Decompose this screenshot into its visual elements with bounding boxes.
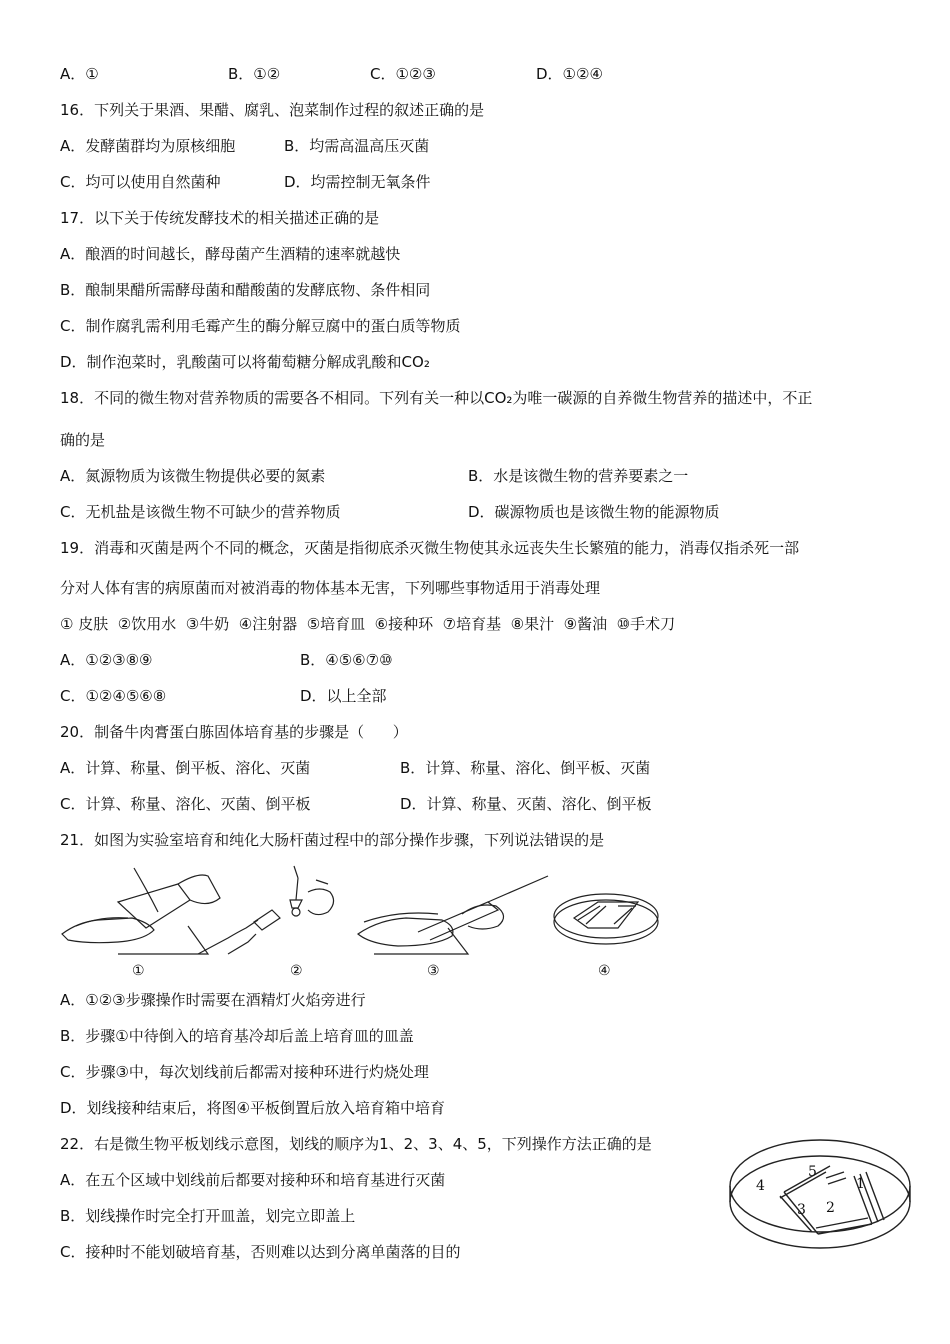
q17-option-b: B．酿制果醋所需酵母菌和醋酸菌的发酵底物、条件相同 bbox=[60, 281, 431, 299]
zone-label-4: 4 bbox=[756, 1178, 765, 1194]
q19-stem-line1: 19．消毒和灭菌是两个不同的概念，灭菌是指彻底杀灭微生物使其永远丧失生长繁殖的能力，消毒仅指杀死一部 bbox=[60, 539, 800, 557]
zone-label-5: 5 bbox=[808, 1164, 817, 1180]
q21-option-a: A．①②③步骤操作时需要在酒精灯火焰旁进行 bbox=[60, 991, 366, 1009]
q18-option-d: D．碳源物质也是该微生物的能源物质 bbox=[468, 503, 720, 521]
q18-stem-line1: 18．不同的微生物对营养物质的需要各不相同。下列有关一种以CO₂为唯一碳源的自养微生物营养的描述中，不正 bbox=[60, 389, 813, 407]
zone-label-3: 3 bbox=[797, 1202, 806, 1218]
q19-option-c: C．①②④⑤⑥⑧ bbox=[60, 687, 167, 705]
q16-stem: 16．下列关于果酒、果醋、腐乳、泡菜制作过程的叙述正确的是 bbox=[60, 101, 485, 119]
q19-option-b: B．④⑤⑥⑦⑩ bbox=[300, 651, 393, 669]
streaking-illustration bbox=[358, 876, 548, 954]
q21-figure-label-3: ③ bbox=[427, 963, 440, 979]
pouring-medium-illustration bbox=[62, 868, 220, 954]
q16-option-b: B．均需高温高压灭菌 bbox=[284, 137, 430, 155]
q18-option-a: A．氮源物质为该微生物提供必要的氮素 bbox=[60, 467, 326, 485]
q18-option-b: B．水是该微生物的营养要素之一 bbox=[468, 467, 689, 485]
q19-items: ① 皮肤 ②饮用水 ③牛奶 ④注射器 ⑤培育皿 ⑥接种环 ⑦培育基 ⑧果汁 ⑨酱油 ⑩手术刀 bbox=[60, 615, 676, 633]
q21-option-b: B．步骤①中待倒入的培育基冷却后盖上培育皿的皿盖 bbox=[60, 1027, 414, 1045]
q18-stem-line2: 确的是 bbox=[60, 431, 106, 449]
q19-option-a: A．①②③⑧⑨ bbox=[60, 651, 153, 669]
q22-streak-plate-figure bbox=[722, 1132, 918, 1262]
q22-option-a: A．在五个区域中划线前后都要对接种环和培育基进行灭菌 bbox=[60, 1171, 446, 1189]
q21-stem: 21．如图为实验室培育和纯化大肠杆菌过程中的部分操作步骤，下列说法错误的是 bbox=[60, 831, 605, 849]
q16-option-d: D．均需控制无氧条件 bbox=[284, 173, 431, 191]
q15-option-a: A．① bbox=[60, 65, 99, 83]
q21-figure-label-1: ① bbox=[132, 963, 145, 979]
q17-option-c: C．制作腐乳需利用毛霉产生的酶分解豆腐中的蛋白质等物质 bbox=[60, 317, 461, 335]
q15-option-c: C．①②③ bbox=[370, 65, 436, 83]
q21-figure-label-2: ② bbox=[290, 963, 303, 979]
q22-option-b: B．划线操作时完全打开皿盖，划完立即盖上 bbox=[60, 1207, 356, 1225]
q21-option-d: D．划线接种结束后，将图④平板倒置后放入培育箱中培育 bbox=[60, 1099, 446, 1117]
q17-stem: 17．以下关于传统发酵技术的相关描述正确的是 bbox=[60, 209, 380, 227]
q15-option-d: D．①②④ bbox=[536, 65, 603, 83]
zone-label-1: 1 bbox=[856, 1176, 865, 1192]
zone-label-2: 2 bbox=[826, 1200, 835, 1216]
q20-option-b: B．计算、称量、溶化、倒平板、灭菌 bbox=[400, 759, 651, 777]
q18-option-c: C．无机盐是该微生物不可缺少的营养物质 bbox=[60, 503, 341, 521]
q22-stem: 22．右是微生物平板划线示意图，划线的顺序为1、2、3、4、5，下列操作方法正确的是 bbox=[60, 1135, 652, 1153]
streaked-plate-illustration bbox=[554, 894, 658, 944]
flaming-tube-illustration bbox=[198, 866, 334, 954]
q21-figure-label-4: ④ bbox=[598, 963, 611, 979]
q21-steps-figure bbox=[58, 862, 668, 958]
q22-option-c: C．接种时不能划破培育基，否则难以达到分离单菌落的目的 bbox=[60, 1243, 461, 1261]
q16-option-a: A．发酵菌群均为原核细胞 bbox=[60, 137, 236, 155]
q20-stem: 20．制备牛肉膏蛋白胨固体培育基的步骤是（ ） bbox=[60, 723, 408, 741]
q17-option-d: D．制作泡菜时，乳酸菌可以将葡萄糖分解成乳酸和CO₂ bbox=[60, 353, 430, 371]
q19-option-d: D．以上全部 bbox=[300, 687, 387, 705]
q20-option-d: D．计算、称量、灭菌、溶化、倒平板 bbox=[400, 795, 652, 813]
q21-option-c: C．步骤③中，每次划线前后都需对接种环进行灼烧处理 bbox=[60, 1063, 429, 1081]
q17-option-a: A．酿酒的时间越长，酵母菌产生酒精的速率就越快 bbox=[60, 245, 401, 263]
q16-option-c: C．均可以使用自然菌种 bbox=[60, 173, 221, 191]
q15-option-b: B．①② bbox=[228, 65, 281, 83]
q20-option-c: C．计算、称量、溶化、灭菌、倒平板 bbox=[60, 795, 311, 813]
q19-stem-line2: 分对人体有害的病原菌而对被消毒的物体基本无害，下列哪些事物适用于消毒处理 bbox=[60, 579, 601, 597]
q20-option-a: A．计算、称量、倒平板、溶化、灭菌 bbox=[60, 759, 311, 777]
